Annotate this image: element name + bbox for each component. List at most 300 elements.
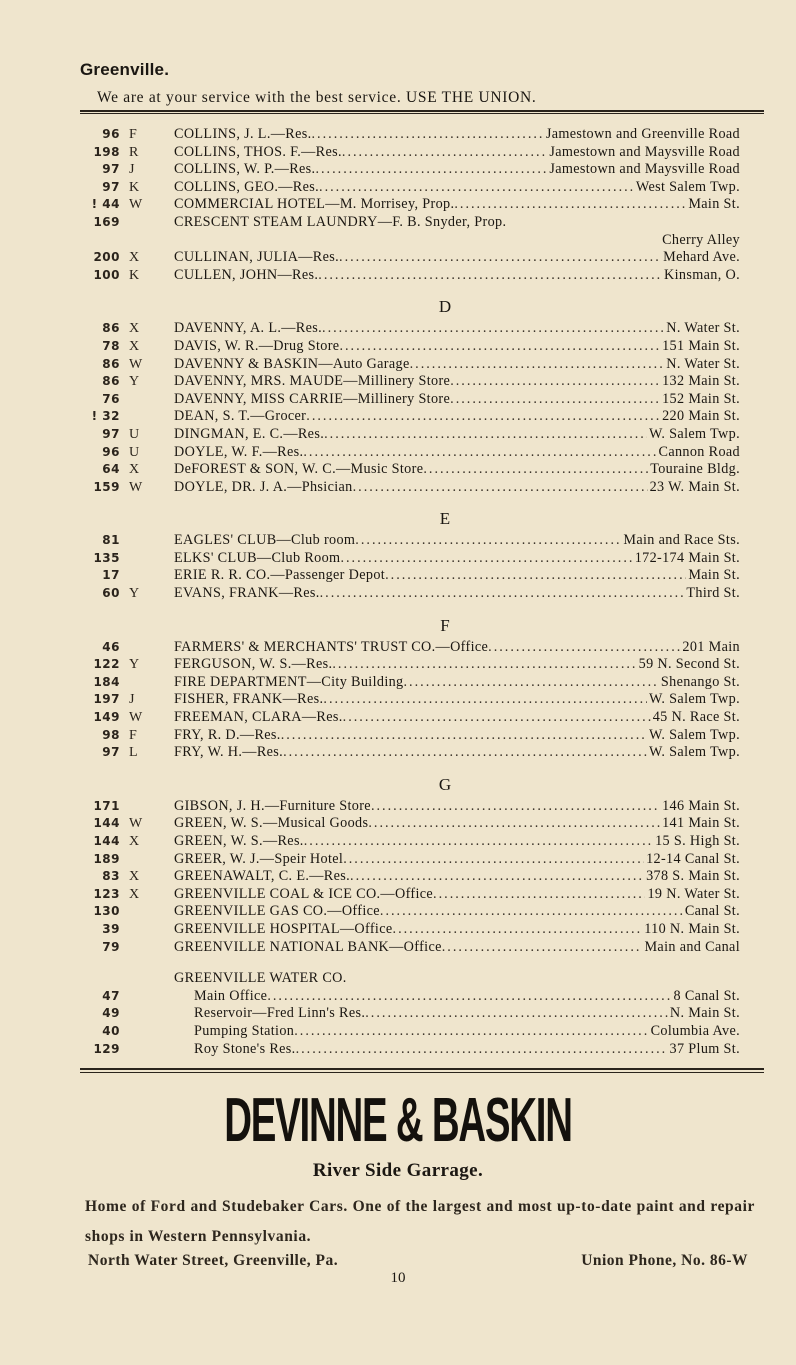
subscriber-address: 141 Main St. — [662, 815, 740, 832]
listing-row — [80, 479, 740, 497]
phone-line-number: 144 — [93, 816, 120, 831]
subscriber-name: GREENVILLE COAL & ICE CO.—Office — [174, 885, 434, 902]
subscriber-name: CULLEN, JOHN—Res. — [174, 266, 319, 283]
phone-line-number: 98 — [102, 727, 120, 742]
subscriber-address: West Salem Twp. — [635, 178, 740, 195]
subscriber-address: Kinsman, O. — [664, 266, 740, 283]
subscriber-address: 378 S. Main St. — [646, 868, 740, 885]
listing-row — [80, 868, 740, 886]
leader-dots — [433, 886, 645, 904]
ad-phone: Union Phone, No. 86-W — [581, 1252, 748, 1269]
listing-row — [80, 1041, 740, 1059]
subscriber-name: DAVENNY, MRS. MAUDE—Millinery Store — [174, 373, 451, 390]
subscriber-address: Main St. — [688, 196, 740, 213]
subheading-row — [80, 970, 740, 988]
phone-line-number: 123 — [93, 886, 120, 901]
phone-line-number: 96 — [102, 444, 120, 459]
phone-ring-letter: W — [129, 479, 143, 495]
subscriber-address: 45 N. Race St. — [652, 709, 740, 726]
subscriber-name: GREENVILLE GAS CO.—Office — [174, 903, 380, 920]
leader-dots — [323, 691, 647, 709]
phone-line-number: 197 — [93, 692, 120, 707]
listing-row — [80, 267, 740, 285]
phone-number — [80, 356, 160, 374]
leader-dots — [350, 868, 644, 886]
phone-line-number: 144 — [93, 834, 120, 848]
phone-line-number: 189 — [93, 851, 120, 866]
listing-row — [80, 408, 740, 426]
leader-dots — [404, 674, 659, 692]
listing-row — [80, 709, 740, 727]
leader-dots — [324, 426, 647, 444]
leader-dots — [442, 939, 643, 957]
listing-row — [80, 356, 740, 374]
ad-title: DEVINNE & BASKIN — [224, 1086, 572, 1155]
subscriber-address: Shenango St. — [660, 673, 740, 690]
phone-line-number: 198 — [93, 144, 120, 159]
listing-row — [80, 461, 740, 479]
listing-row — [80, 391, 740, 409]
subscriber-address: 8 Canal St. — [673, 987, 740, 1004]
phone-ring-letter: Y — [129, 657, 140, 673]
listing-row — [80, 656, 740, 674]
section-letter: E — [439, 509, 451, 529]
listing-row — [80, 1023, 740, 1041]
subscriber-name: DOYLE, W. F.—Res. — [174, 443, 304, 460]
phone-number — [80, 232, 160, 250]
phone-line-number: 49 — [102, 1006, 120, 1021]
ad-body: Home of Ford and Studebaker Cars. One of the largest and most up-to-date paint and repair shops in Western Pennsylvania. — [85, 1198, 755, 1245]
phone-number — [80, 988, 160, 1006]
phone-number — [80, 921, 160, 939]
subscriber-name: GREENAWALT, C. E.—Res. — [174, 868, 351, 885]
phone-line-number: 83 — [102, 869, 120, 884]
subscriber-name: GREER, W. J.—Speir Hotel — [174, 850, 344, 867]
phone-line-number: 135 — [93, 550, 120, 565]
phone-number — [80, 833, 160, 851]
subscriber-name: COLLINS, J. L.—Res. — [174, 126, 312, 142]
phone-ring-letter: R — [129, 144, 139, 160]
listing-row — [80, 1005, 740, 1023]
phone-number — [80, 674, 160, 692]
phone-number — [80, 144, 160, 162]
subscriber-name: DAVENNY, MISS CARRIE—Millinery Store — [174, 390, 451, 407]
leader-dots — [343, 851, 644, 869]
bottom-rule-thin — [80, 1072, 764, 1073]
phone-line-number: 130 — [93, 904, 120, 919]
subscriber-address: 15 S. High St. — [655, 833, 740, 849]
leader-dots — [294, 1023, 648, 1041]
phone-number — [80, 798, 160, 816]
subscriber-address: Cannon Road — [658, 443, 740, 460]
subscriber-name: Roy Stone's Res. — [194, 1040, 296, 1057]
listing-row — [80, 851, 740, 869]
listing-row — [80, 567, 740, 585]
subscriber-address: N. Water St. — [666, 355, 740, 372]
phone-line-number: 86 — [102, 374, 120, 389]
subscriber-address — [506, 214, 508, 232]
leader-dots — [340, 550, 632, 568]
ad-subtitle: River Side Garrage. — [312, 1160, 484, 1181]
subscriber-name: DAVIS, W. R.—Drug Store — [174, 337, 340, 354]
phone-ring-letter: F — [129, 727, 138, 743]
leader-dots — [318, 267, 662, 285]
phone-line-number: 149 — [93, 710, 120, 725]
subscriber-address: 201 Main — [682, 638, 740, 655]
leader-dots — [342, 144, 547, 162]
phone-number — [80, 550, 160, 568]
phone-line-number: 76 — [102, 391, 120, 406]
phone-line-number: 78 — [102, 338, 120, 353]
subscriber-name: COLLINS, THOS. F.—Res. — [174, 143, 342, 160]
subscriber-address: N. Main St. — [669, 1005, 740, 1022]
subscriber-address: Touraine Bldg. — [650, 461, 740, 478]
phone-number — [80, 532, 160, 550]
phone-line-number: ! 44 — [91, 197, 120, 212]
subscriber-name: Main Office — [194, 987, 268, 1004]
listing-row — [80, 815, 740, 833]
section-gap — [80, 956, 740, 970]
subscriber-name: ERIE R. R. CO.—Passenger Depot — [174, 567, 386, 584]
phone-line-number: 129 — [93, 1041, 120, 1056]
listing-row — [80, 744, 740, 762]
subscriber-address: W. Salem Twp. — [648, 744, 740, 761]
subscriber-address: 19 N. Water St. — [647, 885, 740, 902]
listing-row — [80, 232, 740, 250]
listing-row — [80, 338, 740, 356]
phone-number — [80, 126, 160, 144]
subscriber-address: Columbia Ave. — [650, 1022, 740, 1039]
subscriber-address: 59 N. Second St. — [638, 656, 740, 673]
phone-ring-letter: X — [129, 250, 140, 266]
phone-number — [80, 903, 160, 921]
leader-dots — [380, 903, 683, 921]
subscriber-address: Main and Canal — [644, 938, 740, 955]
subscriber-name: DINGMAN, E. C.—Res. — [174, 425, 325, 442]
phone-ring-letter: J — [129, 162, 135, 178]
phone-number — [80, 585, 160, 603]
subscriber-name: COLLINS, W. P.—Res. — [174, 161, 316, 178]
listing-row — [80, 550, 740, 568]
subscriber-name: FERGUSON, W. S.—Res. — [174, 656, 333, 673]
subscriber-name: CRESCENT STEAM LAUNDRY—F. B. Snyder, Prop. — [174, 213, 507, 230]
phone-line-number: 46 — [102, 639, 120, 654]
listing-row — [80, 727, 740, 745]
phone-line-number: 159 — [93, 479, 120, 494]
phone-number — [80, 408, 160, 426]
subscriber-name: COLLINS, GEO.—Res. — [174, 178, 320, 195]
phone-line-number: 97 — [102, 179, 120, 194]
phone-number — [80, 815, 160, 833]
leader-dots — [393, 921, 643, 939]
subscriber-name: ELKS' CLUB—Club Room — [174, 549, 341, 566]
subscriber-name: DOYLE, DR. J. A.—Phsician — [174, 478, 353, 495]
phone-line-number: 97 — [102, 162, 120, 177]
phone-number — [80, 320, 160, 338]
phone-number — [80, 567, 160, 585]
phone-number — [80, 461, 160, 479]
ad-footer — [88, 1252, 748, 1270]
phone-ring-letter: U — [129, 426, 140, 442]
subscriber-name: FISHER, FRANK—Res. — [174, 691, 324, 708]
listing-row — [80, 144, 740, 162]
subscriber-name: DAVENNY, A. L.—Res. — [174, 320, 323, 337]
subscriber-address: 110 N. Main St. — [644, 920, 740, 937]
leader-dots — [322, 320, 664, 338]
phone-ring-letter: J — [129, 692, 135, 708]
listing-row — [80, 532, 740, 550]
subscriber-address: 12-14 Canal St. — [646, 850, 740, 867]
directory-listing — [80, 126, 740, 1058]
leader-dots — [355, 532, 621, 550]
leader-dots — [304, 833, 653, 851]
phone-line-number: 100 — [93, 267, 120, 282]
subscriber-name: Pumping Station — [194, 1022, 295, 1039]
subscriber-name: Reservoir—Fred Linn's Res. — [194, 1005, 366, 1022]
leader-dots — [450, 391, 660, 409]
listing-row — [80, 674, 740, 692]
phone-ring-letter: X — [129, 338, 140, 354]
leader-dots — [343, 709, 651, 727]
phone-number — [80, 338, 160, 356]
subscriber-address: 172-174 Main St. — [634, 549, 740, 566]
listing-row — [80, 196, 740, 214]
subscriber-address: Jamestown and Maysville Road — [549, 143, 740, 160]
phone-ring-letter: K — [129, 267, 140, 283]
phone-ring-letter: X — [129, 834, 140, 849]
leader-dots — [303, 444, 656, 462]
phone-ring-letter: F — [129, 127, 138, 142]
section-letter: D — [438, 297, 452, 317]
subscriber-address: Main St. — [688, 567, 740, 584]
listing-row — [80, 373, 740, 391]
listing-row — [80, 320, 740, 338]
subscriber-name: DAVENNY & BASKIN—Auto Garage — [174, 355, 410, 372]
top-rule-thin — [80, 113, 764, 114]
phone-line-number: 169 — [93, 214, 120, 229]
subscriber-name: EAGLES' CLUB—Club room — [174, 532, 356, 549]
listing-row — [80, 903, 740, 921]
leader-dots — [312, 126, 544, 144]
subscriber-name: DEAN, S. T.—Grocer — [174, 408, 307, 425]
subscriber-address: 132 Main St. — [662, 373, 740, 390]
phone-number — [80, 373, 160, 391]
phone-line-number: 39 — [102, 921, 120, 936]
listing-row — [80, 921, 740, 939]
phone-number — [80, 267, 160, 285]
subscriber-name: CULLINAN, JULIA—Res. — [174, 249, 340, 266]
leader-dots — [319, 179, 634, 197]
phone-line-number: 64 — [102, 462, 120, 477]
tagline: We are at your service with the best service. USE THE UNION. — [97, 89, 537, 106]
phone-line-number: 96 — [102, 127, 120, 141]
bottom-rule — [80, 1068, 764, 1070]
leader-dots — [315, 161, 547, 179]
phone-ring-letter: X — [129, 869, 140, 885]
leader-dots — [332, 656, 636, 674]
phone-number — [80, 886, 160, 904]
phone-line-number: 47 — [102, 988, 120, 1003]
leader-dots — [368, 815, 660, 833]
subscriber-name: GREENVILLE HOSPITAL—Office — [174, 920, 393, 937]
listing-row — [80, 798, 740, 816]
phone-number — [80, 391, 160, 409]
subscriber-address: 146 Main St. — [662, 797, 740, 814]
leader-dots — [339, 338, 660, 356]
phone-ring-letter: U — [129, 444, 140, 460]
leader-dots — [454, 196, 686, 214]
subscriber-address: W. Salem Twp. — [648, 425, 740, 442]
subscriber-name: GREEN, W. S.—Musical Goods — [174, 815, 369, 832]
phone-ring-letter: W — [129, 710, 143, 726]
leader-dots — [281, 727, 647, 745]
phone-number — [80, 656, 160, 674]
subscriber-name: FIRE DEPARTMENT—City Building — [174, 673, 404, 690]
subscriber-name: FRY, W. H.—Res. — [174, 744, 284, 761]
subscriber-address: Jamestown and Maysville Road — [549, 161, 740, 178]
listing-row — [80, 833, 740, 851]
section-letter: G — [438, 774, 452, 794]
phone-line-number: 200 — [93, 250, 120, 265]
page-number: 10 — [390, 1270, 406, 1286]
phone-line-number: ! 32 — [91, 409, 120, 424]
subscriber-address: Mehard Ave. — [663, 249, 740, 266]
listing-row — [80, 161, 740, 179]
phone-line-number: 171 — [93, 798, 120, 813]
phone-number — [80, 691, 160, 709]
listing-row — [80, 939, 740, 957]
phone-number — [80, 868, 160, 886]
subscriber-address: 23 W. Main St. — [649, 478, 740, 495]
listing-row — [80, 886, 740, 904]
subscriber-name: FREEMAN, CLARA—Res. — [174, 709, 343, 726]
subscriber-address: W. Salem Twp. — [648, 691, 740, 708]
phone-line-number: 184 — [93, 674, 120, 689]
subscriber-name: FRY, R. D.—Res. — [174, 726, 281, 743]
ad-address: North Water Street, Greenville, Pa. — [88, 1252, 339, 1269]
phone-line-number: 97 — [102, 426, 120, 441]
phone-number — [80, 1023, 160, 1041]
town-heading: Greenville. — [80, 60, 170, 79]
leader-dots — [306, 408, 660, 426]
subscriber-name: GREEN, W. S.—Res. — [174, 833, 304, 849]
phone-number — [80, 709, 160, 727]
subscriber-address: 37 Plum St. — [669, 1040, 740, 1057]
subscriber-address: W. Salem Twp. — [648, 726, 740, 743]
leader-dots — [353, 479, 648, 497]
listing-row — [80, 444, 740, 462]
leader-dots — [488, 639, 680, 657]
phone-ring-letter: W — [129, 356, 143, 372]
subscriber-address: Cherry Alley — [662, 231, 740, 248]
phone-ring-letter: Y — [129, 586, 140, 602]
listing-row — [80, 214, 740, 232]
subscriber-address: Main and Race Sts. — [623, 532, 740, 549]
phone-number — [80, 249, 160, 267]
subscriber-name: FARMERS' & MERCHANTS' TRUST CO.—Office — [174, 638, 489, 655]
phone-line-number: 86 — [102, 356, 120, 371]
phone-ring-letter: W — [129, 197, 143, 213]
phone-number — [80, 1005, 160, 1023]
listing-row — [80, 426, 740, 444]
subscriber-address: 151 Main St. — [662, 337, 740, 354]
listing-row — [80, 988, 740, 1006]
subscriber-name: GREENVILLE NATIONAL BANK—Office — [174, 938, 442, 955]
listing-row — [80, 179, 740, 197]
phone-ring-letter: Y — [129, 374, 140, 390]
leader-dots — [339, 249, 661, 267]
subscriber-address: 220 Main St. — [662, 408, 740, 425]
subscriber-name: DeFOREST & SON, W. C.—Music Store — [174, 461, 424, 478]
leader-dots — [371, 798, 660, 816]
section-letter: F — [440, 615, 450, 635]
phone-ring-letter: X — [129, 462, 140, 478]
subscriber-address: N. Water St. — [666, 320, 740, 337]
subscriber-name: EVANS, FRANK—Res. — [174, 585, 320, 602]
listing-row — [80, 585, 740, 603]
phone-ring-letter: K — [129, 179, 140, 195]
phone-number — [80, 179, 160, 197]
listing-row — [80, 639, 740, 657]
phone-line-number: 17 — [102, 568, 120, 583]
phone-number — [80, 851, 160, 869]
phone-line-number: 97 — [102, 745, 120, 760]
leader-dots — [365, 1005, 668, 1023]
phone-number — [80, 214, 160, 232]
phone-number — [80, 939, 160, 957]
leader-dots — [320, 585, 685, 603]
leader-dots — [296, 1041, 668, 1059]
leader-dots — [283, 744, 647, 762]
listing-row — [80, 249, 740, 267]
subscriber-address: Canal St. — [684, 903, 740, 920]
phone-number — [80, 196, 160, 214]
top-rule — [80, 110, 764, 112]
phone-line-number: 60 — [102, 586, 120, 601]
leader-dots — [450, 373, 660, 391]
subscriber-address: Third St. — [686, 585, 740, 602]
leader-dots — [423, 461, 648, 479]
phone-ring-letter: W — [129, 816, 143, 832]
listing-row — [80, 126, 740, 144]
phone-number — [80, 426, 160, 444]
leader-dots — [410, 356, 665, 374]
leader-dots — [385, 567, 686, 585]
phone-ring-letter: L — [129, 745, 139, 761]
subscriber-name: GIBSON, J. H.—Furniture Store — [174, 797, 371, 814]
phone-number — [80, 744, 160, 762]
subscriber-address: Jamestown and Greenville Road — [545, 126, 740, 142]
leader-dots — [267, 988, 671, 1006]
phone-line-number: 40 — [102, 1023, 120, 1038]
phone-ring-letter: X — [129, 886, 140, 902]
phone-line-number: 122 — [93, 657, 120, 672]
phone-number — [80, 639, 160, 657]
subscriber-name: COMMERCIAL HOTEL—M. Morrisey, Prop. — [174, 196, 455, 213]
phone-line-number: 79 — [102, 939, 120, 954]
phone-ring-letter: X — [129, 321, 140, 337]
phone-number — [80, 727, 160, 745]
phone-number — [80, 1041, 160, 1059]
phone-number — [80, 161, 160, 179]
phone-number — [80, 479, 160, 497]
subheading: GREENVILLE WATER CO. — [174, 970, 347, 987]
subscriber-address: 152 Main St. — [662, 390, 740, 407]
phone-line-number: 86 — [102, 321, 120, 336]
phone-line-number: 81 — [102, 533, 120, 548]
listing-row — [80, 691, 740, 709]
phone-number — [80, 444, 160, 462]
